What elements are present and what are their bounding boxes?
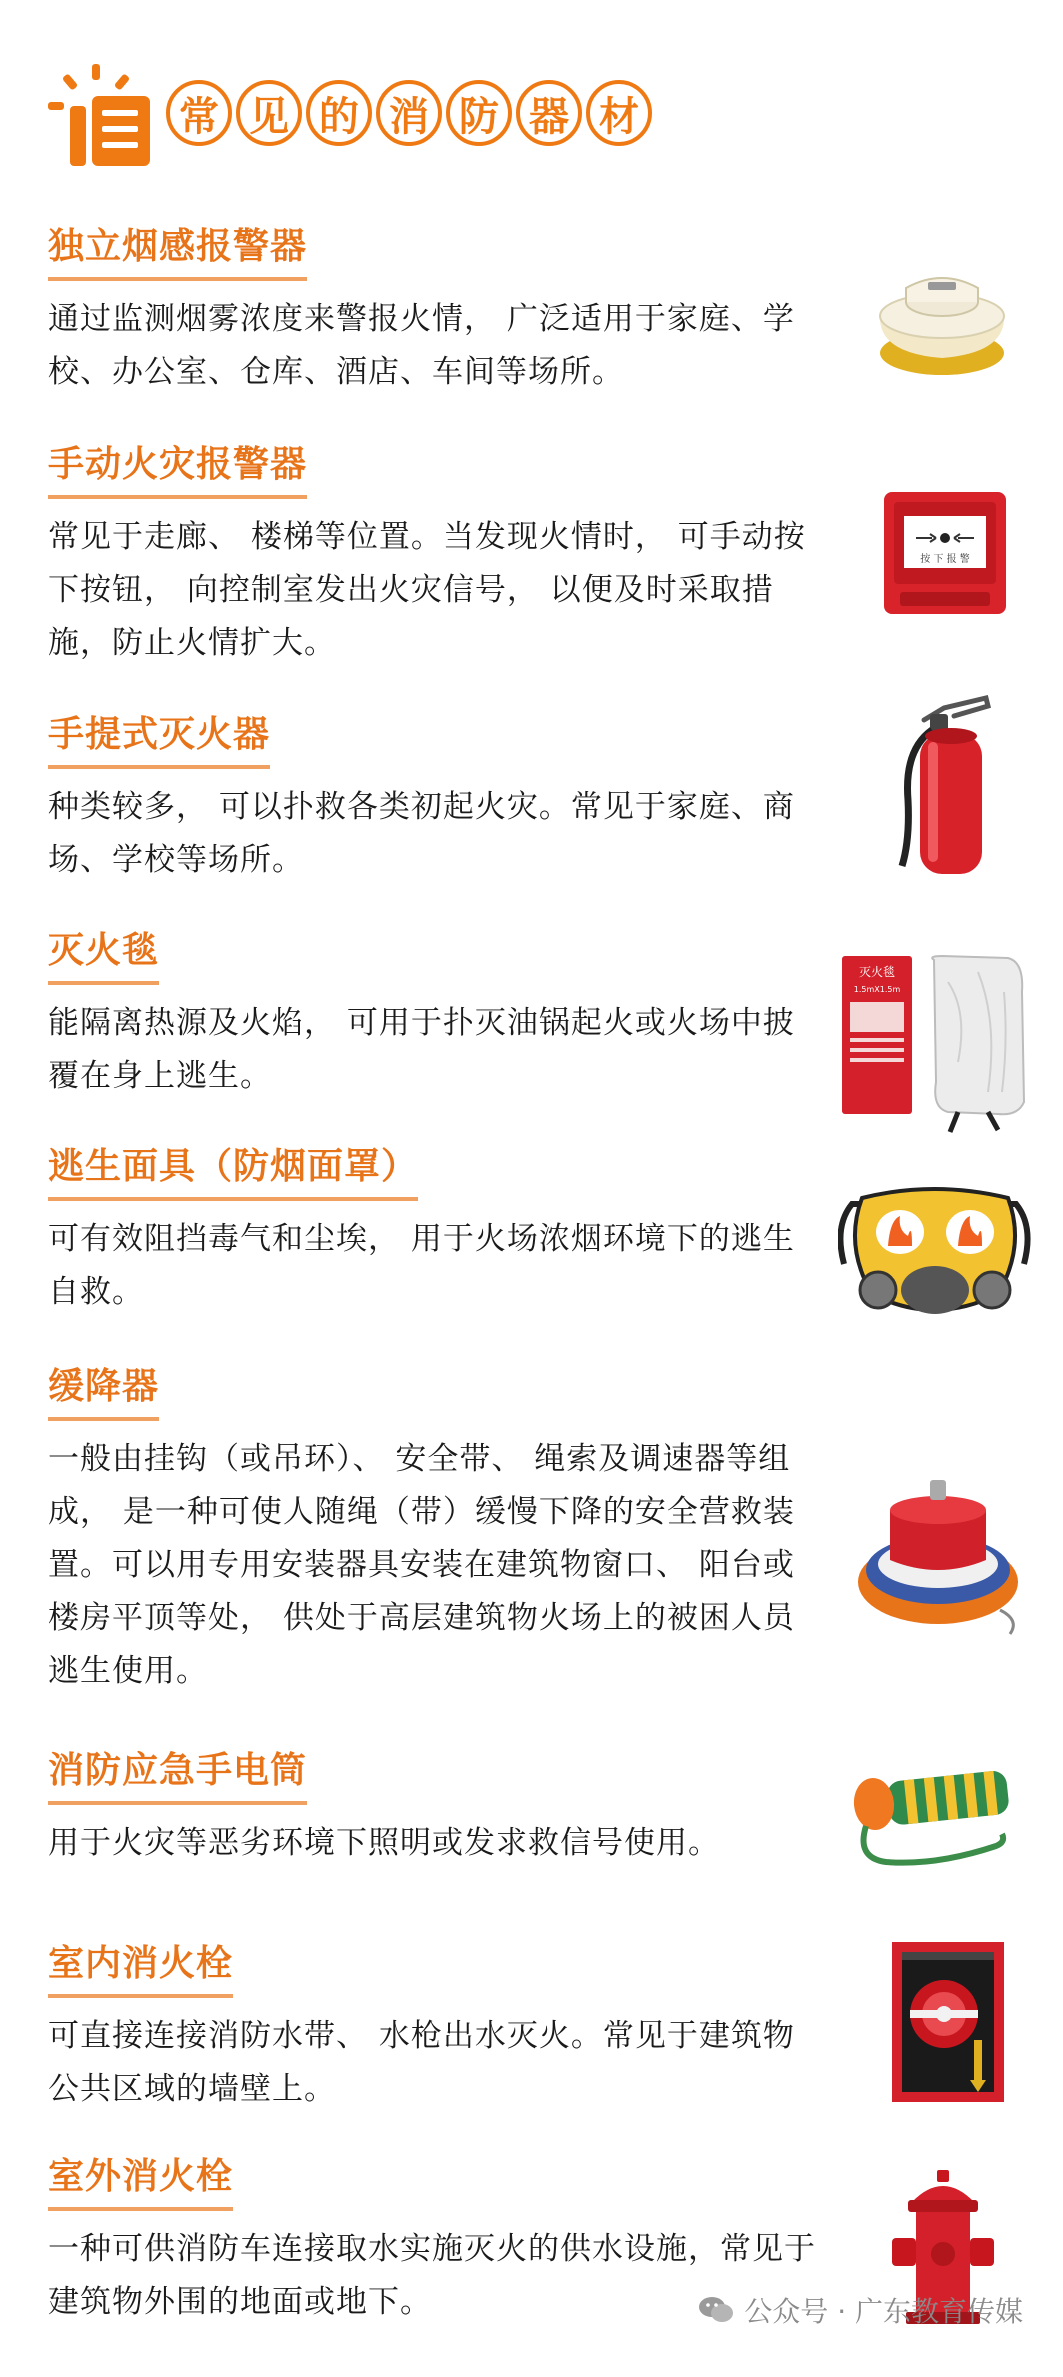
item-title: 室外消火栓 xyxy=(48,2148,233,2211)
item-title: 手动火灾报警器 xyxy=(48,436,307,499)
blanket-label: 灭火毯 xyxy=(858,965,896,979)
fire-blanket-icon xyxy=(838,952,1034,1134)
title-char: 的 xyxy=(306,80,372,146)
item-description: 通过监测烟雾浓度来警报火情， 广泛适用于家庭、学校、办公室、仓库、酒店、车间等场所。 xyxy=(48,301,795,390)
item-description: 种类较多， 可以扑救各类初起火灾。常见于家庭、商场、学校等场所。 xyxy=(48,789,795,878)
item-title: 缓降器 xyxy=(48,1358,159,1421)
item-title: 灭火毯 xyxy=(48,922,159,985)
wechat-icon xyxy=(698,2295,734,2325)
title-char: 见 xyxy=(236,80,302,146)
title-char: 器 xyxy=(516,80,582,146)
page-title xyxy=(166,80,652,146)
lightbulb-document-icon xyxy=(48,64,158,172)
item-title: 室内消火栓 xyxy=(48,1935,233,1998)
escape-mask-icon xyxy=(838,1186,1038,1326)
item-description: 一般由挂钩（或吊环）、 安全带、 绳索及调速器等组成， 是一种可使人随绳（带）缓慢下降的安全营救装置。可以用专用安装器具安装在建筑物窗口、 阳台或楼房平顶等处， 供处于高层建筑物火场上的被困人员逃生使用。 xyxy=(48,1441,795,1689)
title-char: 材 xyxy=(586,80,652,146)
page-header xyxy=(48,62,688,174)
blanket-size: 1.5mX1.5m xyxy=(853,985,901,994)
footer-watermark xyxy=(698,2290,1023,2330)
item-description: 用于火灾等恶劣环境下照明或发求救信号使用。 xyxy=(48,1825,720,1861)
item-description: 能隔离热源及火焰， 可用于扑灭油锅起火或火场中披覆在身上逃生。 xyxy=(48,1005,795,1094)
manual-alarm-icon xyxy=(880,488,1010,618)
item-description: 常见于走廊、 楼梯等位置。当发现火情时， 可手动按下按钮， 向控制室发出火灾信号， 以便及时采取措施，防止火情扩大。 xyxy=(48,519,806,661)
item-description: 可有效阻挡毒气和尘埃， 用于火场浓烟环境下的逃生自救。 xyxy=(48,1221,795,1310)
item-title: 独立烟感报警器 xyxy=(48,218,307,281)
descender-icon xyxy=(850,1470,1026,1636)
item-title: 手提式灭火器 xyxy=(48,706,270,769)
title-char: 消 xyxy=(376,80,442,146)
alarm-label: 按 下 报 警 xyxy=(920,554,970,565)
flashlight-icon xyxy=(846,1762,1026,1872)
item-description: 可直接连接消防水带、 水枪出水灭火。常见于建筑物公共区域的墙壁上。 xyxy=(48,2018,795,2107)
title-char: 防 xyxy=(446,80,512,146)
indoor-hydrant-icon xyxy=(890,1940,1006,2104)
item-description: 一种可供消防车连接取水实施灭火的供水设施，常见于建筑物外围的地面或地下。 xyxy=(48,2231,816,2320)
title-char: 常 xyxy=(166,80,232,146)
fire-extinguisher-icon xyxy=(884,690,1014,880)
footer-text: 公众号 · 广东教育传媒 xyxy=(744,2295,1023,2328)
smoke-detector-icon xyxy=(872,258,1012,388)
item-title: 消防应急手电筒 xyxy=(48,1742,307,1805)
item-title: 逃生面具（防烟面罩） xyxy=(48,1138,418,1201)
